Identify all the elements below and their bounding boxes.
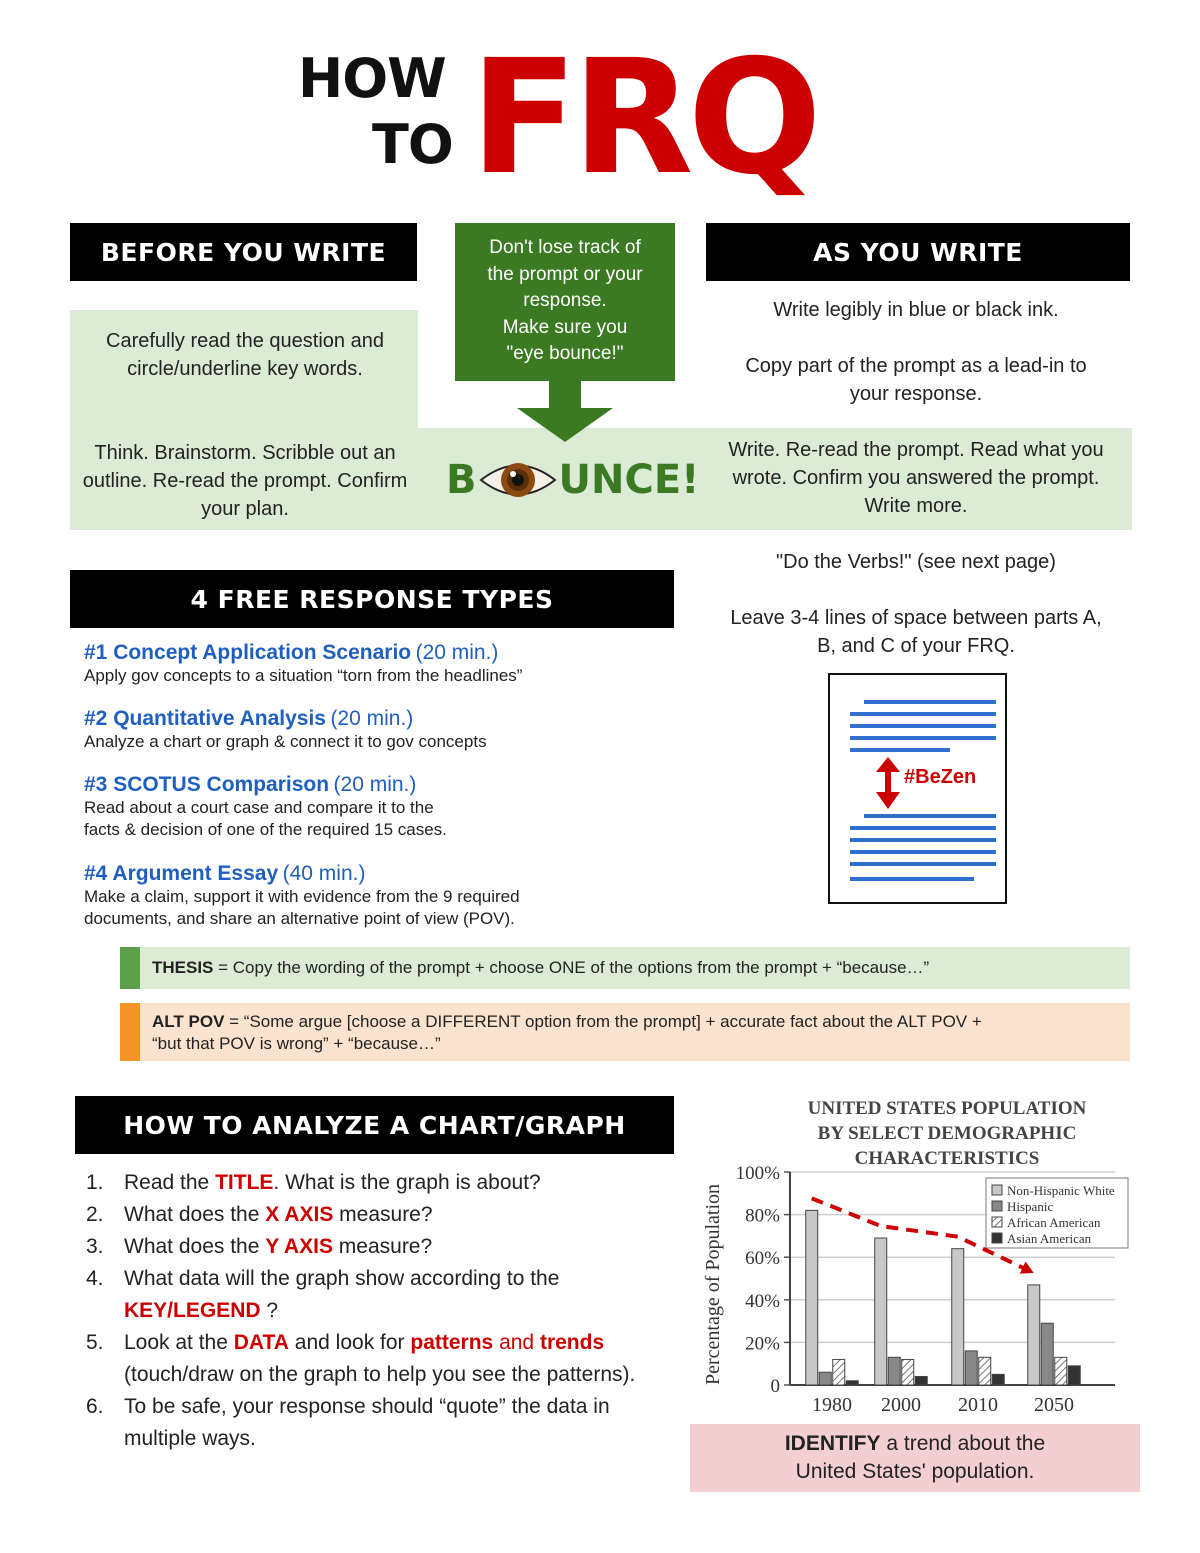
bounce-word <box>446 452 699 508</box>
y-tick-label: 20% <box>745 1333 780 1355</box>
type-desc: Analyze a chart or graph & connect it to gov concepts <box>84 732 487 751</box>
as-you-write-header: AS YOU WRITE <box>706 223 1130 281</box>
bar <box>979 1357 991 1385</box>
callout-line: "eye bounce!" <box>506 343 624 364</box>
type-time: (20 min.) <box>330 707 414 730</box>
type-time: (20 min.) <box>333 773 417 796</box>
thesis-label: THESIS <box>152 958 214 977</box>
type-desc: Apply gov concepts to a situation “torn from the headlines” <box>84 666 523 685</box>
bar <box>952 1249 964 1385</box>
before-p1: Carefully read the question and circle/underline key words. <box>106 330 384 380</box>
bar <box>888 1357 900 1385</box>
legend-label: Hispanic <box>1007 1199 1054 1214</box>
chart <box>690 1092 1140 1422</box>
callout-line: Don't lose track of <box>489 237 641 258</box>
step-item: 5. Look at the DATA and look for patterns and trends (touch/draw on the graph to help you see the patterns). <box>86 1331 636 1386</box>
bar <box>1028 1285 1040 1385</box>
type-item-4 <box>84 862 684 930</box>
bar <box>992 1374 1004 1385</box>
identify-text: a trend about the <box>880 1432 1046 1455</box>
type-item-1 <box>84 641 684 687</box>
chart-title-line: CHARACTERISTICS <box>854 1148 1040 1169</box>
thesis-text: = Copy the wording of the prompt + choose ONE of the options from the prompt + “because…” <box>213 958 930 977</box>
legend-swatch <box>992 1185 1002 1195</box>
x-tick-label: 2050 <box>1034 1394 1074 1416</box>
step-item: 3. What does the Y AXIS measure? <box>86 1235 433 1258</box>
down-arrow-icon <box>517 380 613 442</box>
bar <box>846 1381 858 1385</box>
chart-plot <box>690 1092 1140 1422</box>
analyze-steps <box>86 1167 656 1455</box>
title-to: TO <box>372 113 453 176</box>
legend-label: African American <box>1007 1215 1101 1230</box>
eye-icon <box>478 455 558 505</box>
bounce-rest: UNCE! <box>558 457 700 503</box>
aywrite-p4: "Do the Verbs!" (see next page) <box>776 551 1056 573</box>
type-item-3 <box>84 773 684 841</box>
legend-swatch <box>992 1201 1002 1211</box>
type-time: (20 min.) <box>415 641 499 664</box>
step-item: 6. To be safe, your response should “quote” the data in multiple ways. <box>86 1395 610 1450</box>
y-tick-label: 40% <box>745 1290 780 1312</box>
legend-label: Asian American <box>1007 1231 1092 1246</box>
identify-box <box>690 1424 1140 1492</box>
y-tick-label: 60% <box>745 1248 780 1270</box>
type-desc: documents, and share an alternative point of view (POV). <box>84 909 515 928</box>
y-tick-label: 80% <box>745 1205 780 1227</box>
chart-title-line: BY SELECT DEMOGRAPHIC <box>817 1123 1077 1144</box>
bounce-callout <box>455 223 675 381</box>
step-item: 4. What data will the graph show according to the KEY/LEGEND ? <box>86 1267 560 1322</box>
y-axis-label: Percentage of Population <box>702 1183 724 1386</box>
identify-text-2: United States' population. <box>795 1460 1035 1483</box>
title-how: HOW <box>298 47 446 110</box>
legend-swatch <box>992 1217 1002 1227</box>
type-time: (40 min.) <box>282 862 366 885</box>
altpov-text-2: “but that POV is wrong” + “because…” <box>152 1034 441 1053</box>
altpov-box <box>120 1003 1130 1061</box>
bar <box>902 1359 914 1385</box>
types-header: 4 FREE RESPONSE TYPES <box>70 570 674 628</box>
x-tick-label: 2000 <box>881 1394 921 1416</box>
y-tick-label: 100% <box>735 1163 780 1184</box>
type-item-2 <box>84 707 684 753</box>
bar <box>1068 1366 1080 1385</box>
type-title: #1 Concept Application Scenario <box>84 641 412 664</box>
analyze-header: HOW TO ANALYZE A CHART/GRAPH <box>75 1096 674 1154</box>
altpov-label: ALT POV <box>152 1012 225 1031</box>
aywrite-p1: Write legibly in blue or black ink. <box>773 299 1059 321</box>
bezen-page <box>828 673 1007 904</box>
type-title: #4 Argument Essay <box>84 862 279 885</box>
step-item: 2. What does the X AXIS measure? <box>86 1203 433 1226</box>
bar <box>915 1376 927 1385</box>
bar <box>965 1351 977 1385</box>
bar <box>1055 1357 1067 1385</box>
altpov-text: = “Some argue [choose a DIFFERENT option from the prompt] + accurate fact about the ALT POV + <box>224 1012 982 1031</box>
bounce-b: B <box>446 457 477 503</box>
bezen-label: #BeZen <box>904 766 977 788</box>
y-tick-label: 0 <box>770 1376 780 1397</box>
aywrite-p3: Write. Re-read the prompt. Read what you wrote. Confirm you answered the prompt. Write more. <box>728 439 1104 517</box>
type-title: #3 SCOTUS Comparison <box>84 773 330 796</box>
bar <box>875 1238 887 1385</box>
aywrite-p5: Leave 3-4 lines of space between parts A, B, and C of your FRQ. <box>730 607 1102 657</box>
callout-line: Make sure you <box>502 316 628 338</box>
x-tick-label: 1980 <box>812 1394 852 1416</box>
callout-line: the prompt or your <box>487 263 643 285</box>
type-desc: Make a claim, support it with evidence from the 9 required <box>84 887 520 906</box>
type-title: #2 Quantitative Analysis <box>84 707 326 730</box>
title-frq: FRQ <box>470 26 816 210</box>
identify-bold: IDENTIFY <box>784 1432 881 1455</box>
thesis-box <box>120 947 1130 989</box>
type-desc: facts & decision of one of the required 15 cases. <box>84 820 447 839</box>
step-item: 1. Read the TITLE. What is the graph is about? <box>86 1171 541 1194</box>
before-p2: Think. Brainstorm. Scribble out an outline. Re-read the prompt. Confirm your plan. <box>82 442 408 520</box>
chart-title-line: UNITED STATES POPULATION <box>807 1098 1087 1119</box>
x-tick-label: 2010 <box>958 1394 998 1416</box>
before-header: BEFORE YOU WRITE <box>70 223 417 281</box>
legend-label: Non-Hispanic White <box>1007 1183 1115 1198</box>
bar <box>819 1372 831 1385</box>
legend-swatch <box>992 1233 1002 1243</box>
aywrite-p2: Copy part of the prompt as a lead-in to your response. <box>745 355 1087 405</box>
callout-line: response. <box>523 290 607 311</box>
bar <box>806 1210 818 1385</box>
bar <box>833 1359 845 1385</box>
bar <box>1041 1323 1053 1385</box>
type-desc: Read about a court case and compare it to the <box>84 798 434 817</box>
